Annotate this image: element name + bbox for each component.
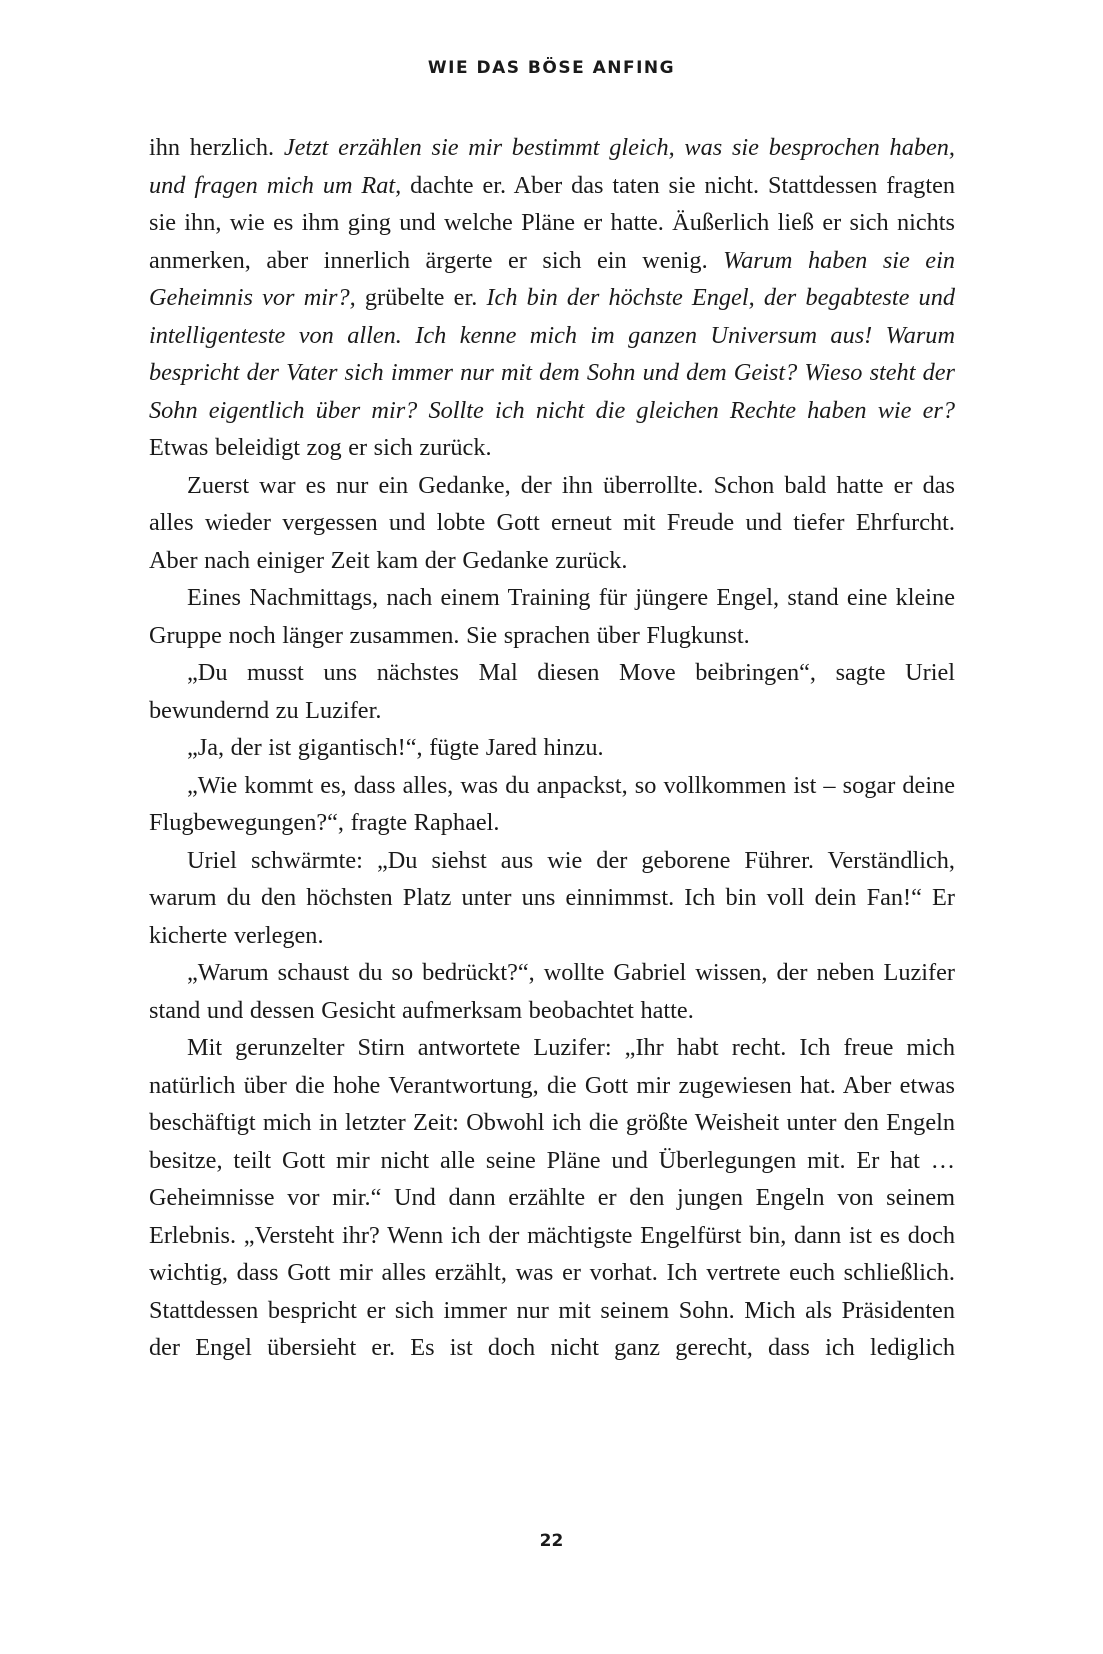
- paragraph-2: [149, 467, 955, 580]
- paragraph-9: [149, 1029, 955, 1367]
- text-segment: Eines Nachmittags, nach einem Training für jüngere Engel, stand eine kleine Gruppe noch länger zusammen. Sie sprachen über Flugkunst.: [149, 584, 955, 649]
- paragraph-8: [149, 954, 955, 1029]
- running-head: WIE DAS BÖSE ANFING: [427, 58, 676, 78]
- italic-thought: Ich bin der höchste Engel, der begabteste und intelligenteste von allen. Ich kenne mich im ganzen Universum aus! Warum bespricht der Vater sich immer nur mit dem Sohn und dem Geist? Wieso steht der Sohn eigentlich über mir? Sollte ich nicht die gleichen Rechte haben wie er?: [149, 284, 955, 424]
- italic-thought: Warum haben sie ein Geheimnis vor mir?,: [149, 246, 955, 311]
- paragraph-3: [149, 579, 955, 654]
- paragraph-7: [149, 842, 955, 955]
- text-segment: „Ja, der ist gigantisch!“, fügte Jared hinzu.: [187, 734, 604, 761]
- text-segment: Zuerst war es nur ein Gedanke, der ihn überrollte. Schon bald hatte er das alles wieder vergessen und lobte Gott erneut mit Freude und tiefer Ehrfurcht. Aber nach einiger Zeit kam der Gedanke zurück.: [149, 471, 955, 574]
- text-segment: „Du musst uns nächstes Mal diesen Move beibringen“, sagte Uriel bewundernd zu Luzifer.: [149, 659, 955, 724]
- paragraph-6: [149, 767, 955, 842]
- text-segment: Etwas beleidigt zog er sich zurück.: [149, 434, 492, 461]
- text-segment: dachte er. Aber das taten sie nicht. Stattdessen fragten sie ihn, wie es ihm ging und welche Pläne er hatte. Äußerlich ließ er sich nichts anmerken, aber innerlich ärgerte er sich ein wenig.: [149, 171, 956, 274]
- text-segment: Mit gerunzelter Stirn antwortete Luzifer: „Ihr habt recht. Ich freue mich natürlich über die hohe Verantwortung, die Gott mir zugewiesen hat. Aber etwas beschäftigt mich in letzter Zeit: Obwohl ich die größte Weisheit unter den Engeln besitze, teilt Gott mir nicht alle seine Pläne und Überlegungen mit. Er hat … Geheimnisse vor mir.“ Und dann erzählte er den jungen Engeln von seinem Erlebnis. „Versteht ihr? Wenn ich der mächtigste Engelfürst bin, dann ist es doch wichtig, dass Gott mir alles erzählt, was er vorhat. Ich vertrete euch schließlich. Stattdessen bespricht er sich immer nur mit seinem Sohn. Mich als Präsidenten der Engel übersieht er. Es ist doch nicht ganz gerecht, dass ich lediglich: [149, 1034, 955, 1361]
- text-segment: Uriel schwärmte: „Du siehst aus wie der geborene Führer. Verständlich, warum du den höchsten Platz unter uns einnimmst. Ich bin voll dein Fan!“ Er kicherte verlegen.: [149, 846, 955, 949]
- text-segment: „Warum schaust du so bedrückt?“, wollte Gabriel wissen, der neben Luzifer stand und dessen Gesicht aufmerksam beobachtet hatte.: [149, 959, 955, 1024]
- paragraph-1: [149, 129, 955, 467]
- text-segment: grübelte er.: [355, 284, 487, 311]
- body-text: [149, 129, 955, 1367]
- text-segment: „Wie kommt es, dass alles, was du anpackst, so vollkommen ist – sogar deine Flugbewegungen?“, fragte Raphael.: [149, 771, 955, 836]
- paragraph-5: [149, 729, 955, 767]
- page-number: 22: [539, 1531, 564, 1551]
- paragraph-4: [149, 654, 955, 729]
- italic-thought: Jetzt erzählen sie mir bestimmt gleich, was sie besprochen haben, und fragen mich um Rat,: [149, 134, 956, 199]
- text-segment: ihn herzlich.: [149, 134, 284, 161]
